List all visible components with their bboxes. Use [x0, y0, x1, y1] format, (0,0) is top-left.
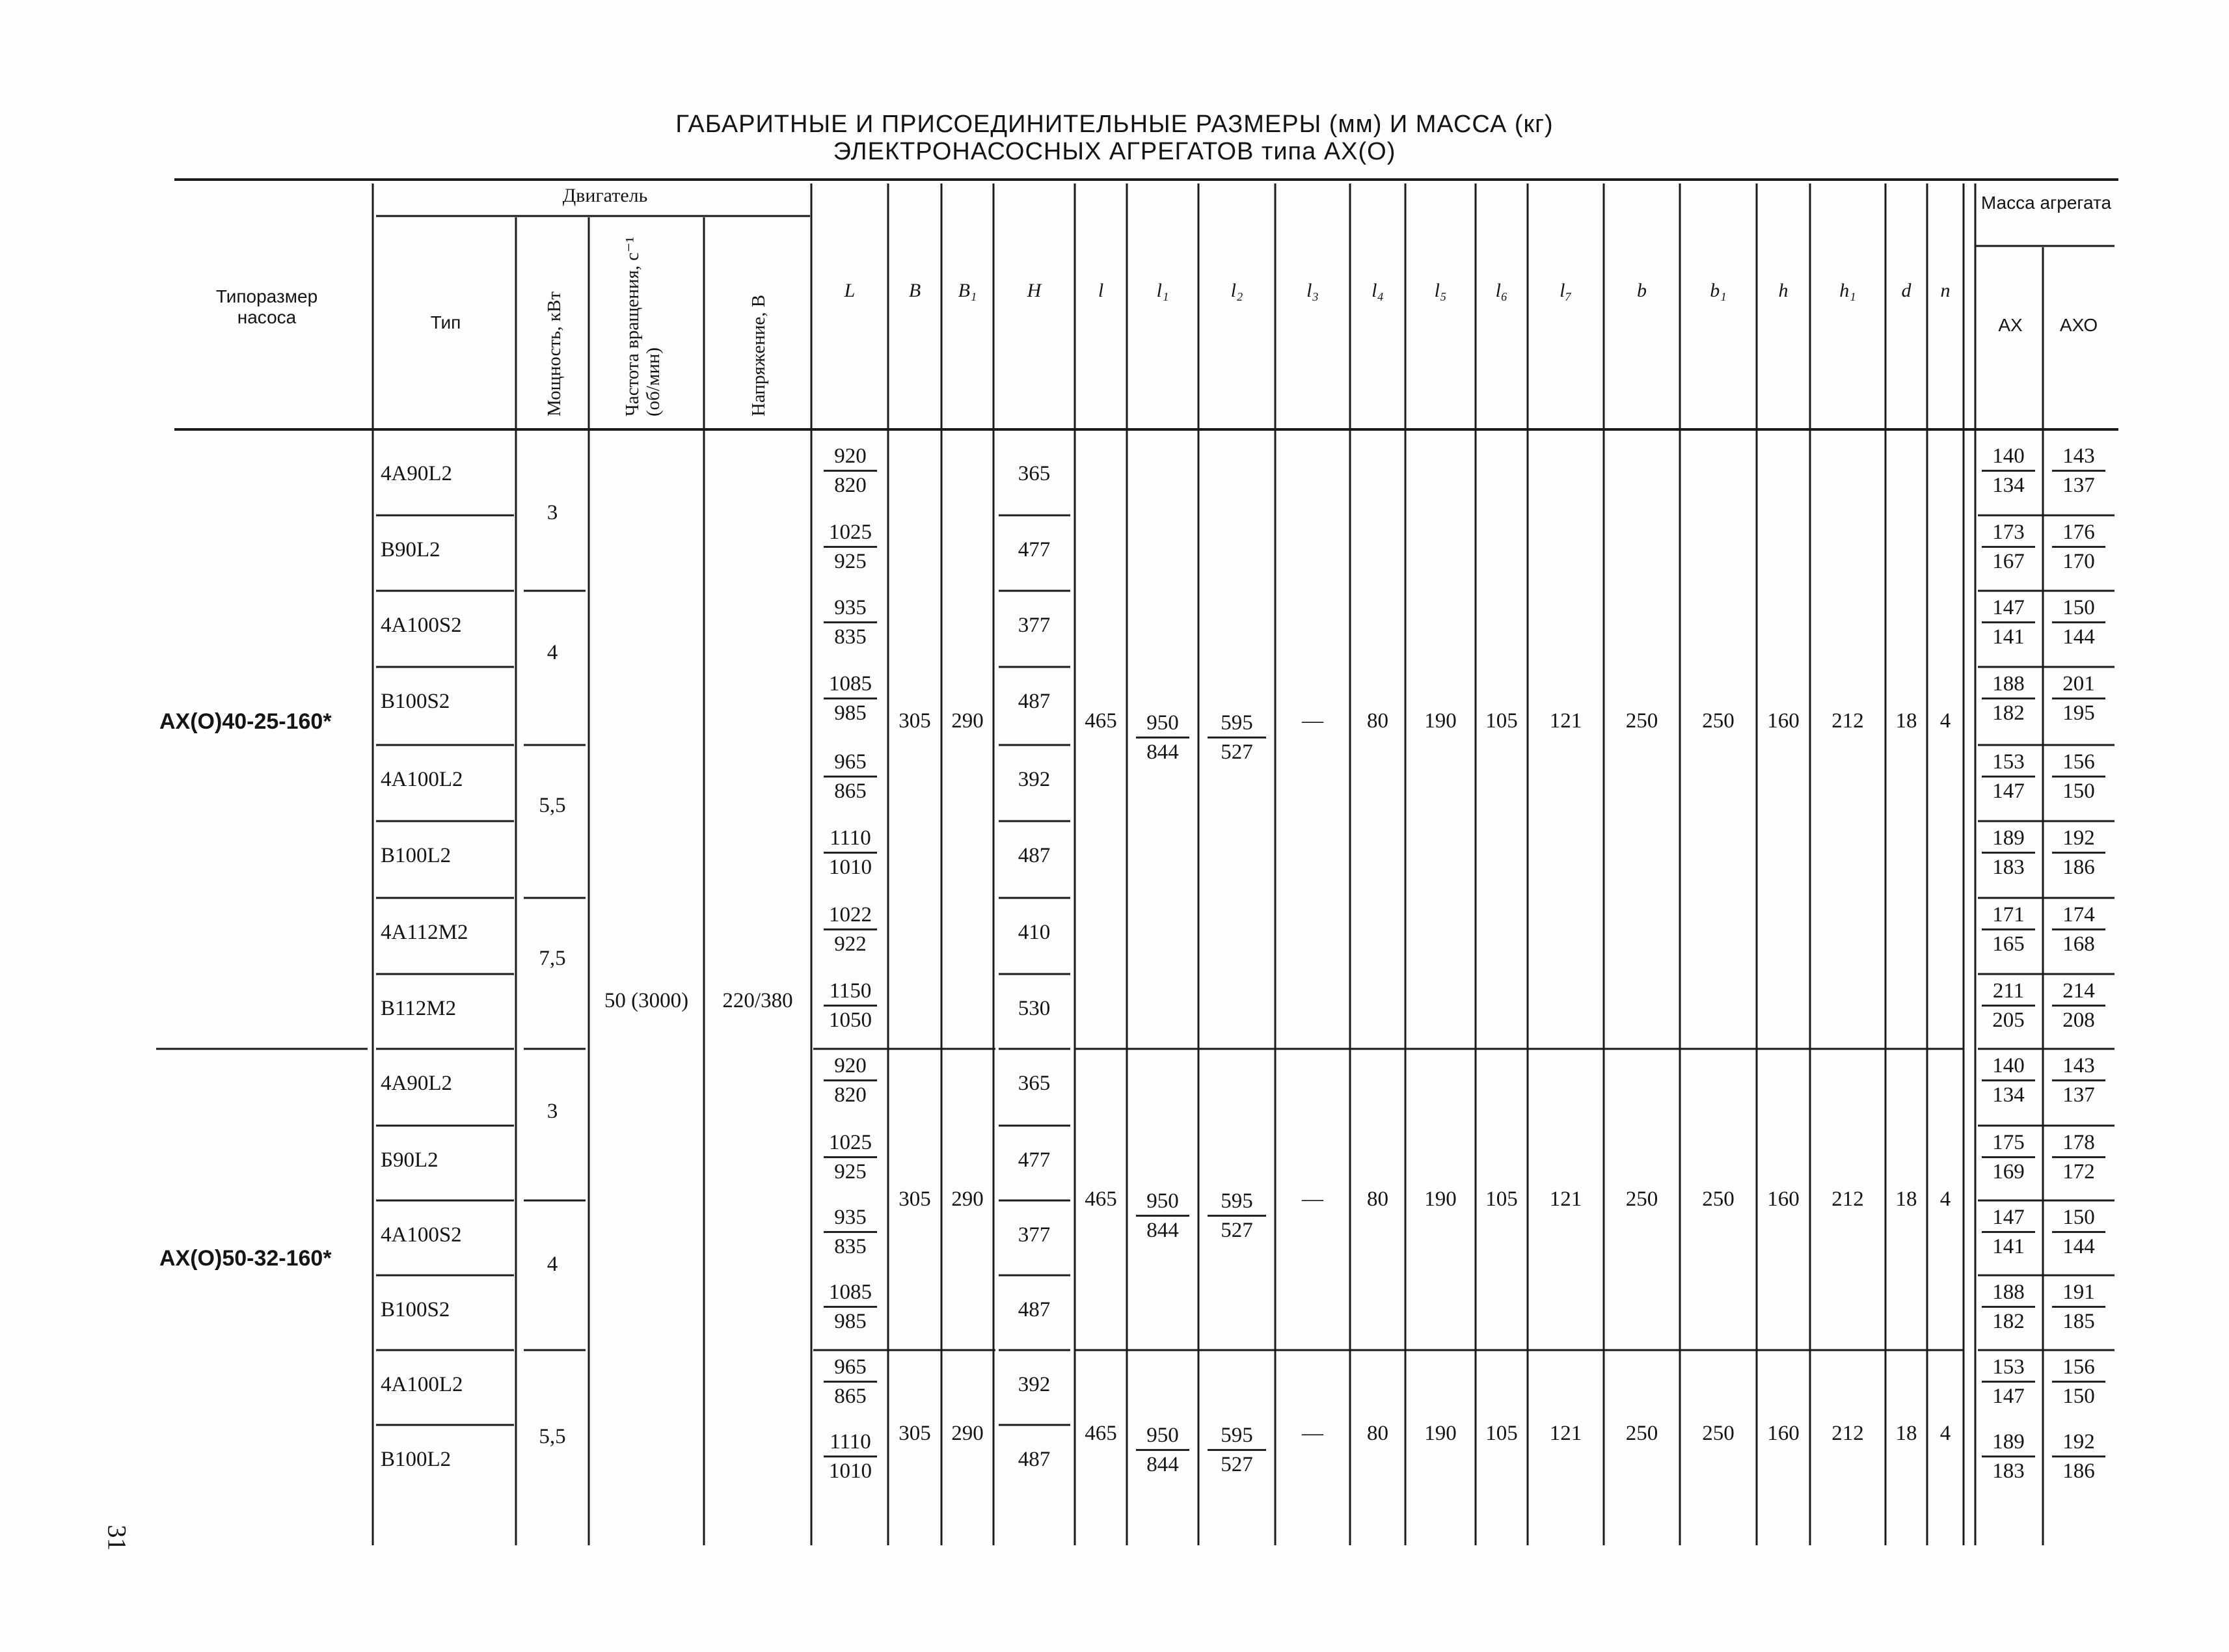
mass-ax-bottom: 134: [1992, 474, 2025, 497]
common-l1-top: 950: [1136, 1422, 1189, 1451]
dim-H: 487: [1018, 1448, 1051, 1471]
common-b1: 250: [1702, 709, 1735, 733]
engine-type: 4А90L2: [381, 462, 452, 485]
mass-ax-bottom: 169: [1992, 1160, 2025, 1184]
common-l2: [1198, 1187, 1275, 1244]
dim-L-bottom: 985: [834, 1310, 867, 1333]
dim-L: [815, 670, 886, 727]
mass-axo: [2043, 1428, 2114, 1485]
common-d: 18: [1895, 1187, 1917, 1211]
header-voltage: Напряжение, В: [748, 294, 769, 416]
dim-L-top: 935: [824, 594, 877, 623]
dim-L-bottom: 835: [834, 625, 867, 649]
mass-axo: [2043, 977, 2114, 1034]
pump-label: АХ(О)40-25-160*: [159, 709, 332, 734]
common-b: 250: [1625, 709, 1658, 733]
mass-ax-bottom: 183: [1992, 1459, 2025, 1483]
common-h1: 212: [1831, 1187, 1864, 1211]
dim-L-bottom: 835: [834, 1235, 867, 1258]
mass-axo-bottom: 186: [2062, 856, 2095, 879]
common-l2-top: 595: [1208, 1187, 1266, 1217]
engine-type: 4А100S2: [381, 1223, 462, 1247]
mass-ax: [1973, 1052, 2044, 1109]
mass-axo: [2043, 519, 2114, 575]
dim-H: 487: [1018, 1298, 1051, 1321]
mass-ax-top: 189: [1982, 824, 2035, 854]
common-n: 4: [1939, 1422, 1951, 1445]
rotation-value: 50 (3000): [604, 989, 689, 1012]
mass-axo-bottom: 137: [2062, 474, 2095, 497]
header-mass: Масса агрегата: [1980, 193, 2112, 213]
dim-L-top: 935: [824, 1204, 877, 1233]
dim-L-top: 965: [824, 1353, 877, 1383]
mass-ax-top: 140: [1982, 442, 2035, 472]
mass-ax-top: 173: [1982, 519, 2035, 548]
dim-L: [815, 1353, 886, 1410]
common-l2-bottom: 527: [1221, 1453, 1253, 1476]
mass-ax-top: 140: [1982, 1052, 2035, 1081]
engine-type: 4А100S2: [381, 614, 462, 637]
mass-axo-bottom: 150: [2062, 779, 2095, 803]
common-l2-top: 595: [1208, 1422, 1266, 1451]
common-l5: 190: [1424, 1187, 1457, 1211]
common-l7: 121: [1549, 1422, 1582, 1445]
dim-L-top: 965: [824, 748, 877, 778]
mass-ax-bottom: 141: [1992, 1235, 2025, 1258]
dim-H: 392: [1018, 1373, 1051, 1396]
dim-L: [815, 594, 886, 651]
mass-ax: [1973, 748, 2044, 805]
common-l1-bottom: 844: [1146, 1219, 1179, 1242]
mass-axo-bottom: 144: [2062, 1235, 2095, 1258]
common-l3: —: [1302, 709, 1323, 733]
mass-ax-bottom: 205: [1992, 1009, 2025, 1032]
dim-L: [815, 1204, 886, 1260]
mass-axo: [2043, 1279, 2114, 1335]
title-line-2: ЭЛЕКТРОНАСОСНЫХ АГРЕГАТОВ типа АХ(О): [833, 138, 1396, 165]
mass-ax-bottom: 141: [1992, 625, 2025, 649]
dim-L-top: 1025: [824, 1129, 877, 1158]
common-l4: 80: [1367, 1187, 1388, 1211]
engine-type: В90L2: [381, 538, 440, 562]
mass-ax-top: 171: [1982, 901, 2035, 930]
mass-ax-bottom: 182: [1992, 1310, 2025, 1333]
common-B1: 290: [951, 1187, 984, 1211]
mass-ax-top: 153: [1982, 748, 2035, 778]
mass-axo-bottom: 137: [2062, 1083, 2095, 1107]
mass-ax-top: 189: [1982, 1428, 2035, 1457]
engine-type: В100L2: [381, 1448, 452, 1471]
header-pump-size: Типоразмер насоса: [215, 286, 318, 327]
mass-axo: [2043, 442, 2114, 499]
header-dim-l6: l₆: [1495, 280, 1508, 301]
dim-H: 392: [1018, 768, 1051, 791]
common-B: 305: [898, 709, 931, 733]
common-l6: 105: [1485, 709, 1518, 733]
mass-ax: [1973, 1428, 2044, 1485]
power-value: 5,5: [539, 794, 566, 817]
common-l4: 80: [1367, 1422, 1388, 1445]
mass-axo-bottom: 170: [2062, 550, 2095, 573]
header-engine: Двигатель: [562, 185, 648, 206]
title-line-1: ГАБАРИТНЫЕ И ПРИСОЕДИНИТЕЛЬНЫЕ РАЗМЕРЫ (мм) И МАССА (кг): [675, 111, 1554, 138]
engine-type: В112М2: [381, 997, 457, 1020]
common-l2: [1198, 709, 1275, 766]
dim-L-top: 920: [824, 1052, 877, 1081]
common-l: 465: [1085, 709, 1117, 733]
dim-L-bottom: 865: [834, 779, 867, 803]
common-h1: 212: [1831, 709, 1864, 733]
common-b: 250: [1625, 1422, 1658, 1445]
dim-L: [815, 1428, 886, 1485]
dim-H: 530: [1018, 997, 1051, 1020]
header-mass-axo: АХО: [2059, 315, 2098, 335]
common-l2: [1198, 1422, 1275, 1478]
header-dim-l3: l₃: [1306, 280, 1319, 301]
dim-H: 487: [1018, 690, 1051, 713]
engine-type: Б90L2: [381, 1148, 439, 1172]
common-h1: 212: [1831, 1422, 1864, 1445]
dim-L-bottom: 1050: [829, 1009, 872, 1032]
dim-H: 377: [1018, 614, 1051, 637]
mass-ax-top: 211: [1982, 977, 2035, 1007]
dim-H: 410: [1018, 921, 1051, 944]
dim-L: [815, 901, 886, 958]
common-l3: —: [1302, 1422, 1323, 1445]
mass-ax: [1973, 1204, 2044, 1260]
header-dim-l7: l₇: [1560, 280, 1572, 301]
mass-ax-top: 153: [1982, 1353, 2035, 1383]
mass-axo-top: 192: [2052, 1428, 2105, 1457]
mass-axo: [2043, 748, 2114, 805]
header-dim-l4: l₄: [1371, 280, 1384, 301]
common-l5: 190: [1424, 709, 1457, 733]
common-l1-top: 950: [1136, 1187, 1189, 1217]
dim-H: 365: [1018, 462, 1051, 485]
common-l: 465: [1085, 1187, 1117, 1211]
mass-ax-bottom: 167: [1992, 550, 2025, 573]
header-dim-n: n: [1940, 280, 1951, 301]
engine-type: 4А112М2: [381, 921, 468, 944]
common-l4: 80: [1367, 709, 1388, 733]
mass-axo: [2043, 1204, 2114, 1260]
mass-axo: [2043, 1052, 2114, 1109]
dim-L-top: 1110: [824, 1428, 877, 1457]
dim-L-top: 1085: [824, 670, 877, 699]
dim-L-bottom: 820: [834, 1083, 867, 1107]
dim-L-top: 1022: [824, 901, 877, 930]
voltage-value: 220/380: [722, 989, 793, 1012]
common-b1: 250: [1702, 1422, 1735, 1445]
common-l3: —: [1302, 1187, 1323, 1211]
mass-ax-top: 188: [1982, 670, 2035, 699]
mass-axo-bottom: 144: [2062, 625, 2095, 649]
header-dim-l2: l₂: [1230, 280, 1243, 301]
mass-axo: [2043, 1129, 2114, 1185]
common-l7: 121: [1549, 709, 1582, 733]
power-value: 7,5: [539, 947, 566, 970]
common-B: 305: [898, 1187, 931, 1211]
engine-type: 4А90L2: [381, 1072, 452, 1095]
mass-ax: [1973, 519, 2044, 575]
power-value: 3: [547, 1100, 558, 1123]
dim-L: [815, 1052, 886, 1109]
header-dim-h1: h₁: [1839, 280, 1856, 301]
dim-L-bottom: 1010: [829, 856, 872, 879]
power-value: 4: [547, 641, 558, 664]
pump-label: АХ(О)50-32-160*: [159, 1246, 332, 1271]
common-B1: 290: [951, 1422, 984, 1445]
mass-ax-top: 188: [1982, 1279, 2035, 1308]
common-l2-bottom: 527: [1221, 740, 1253, 764]
common-n: 4: [1939, 709, 1951, 733]
header-dim-h: h: [1778, 280, 1789, 301]
mass-axo-top: 174: [2052, 901, 2105, 930]
mass-axo-bottom: 150: [2062, 1385, 2095, 1408]
mass-ax: [1973, 670, 2044, 727]
mass-axo: [2043, 594, 2114, 651]
dim-L-bottom: 865: [834, 1385, 867, 1408]
dim-L: [815, 519, 886, 575]
mass-ax: [1973, 594, 2044, 651]
common-b: 250: [1625, 1187, 1658, 1211]
mass-axo-top: 143: [2052, 1052, 2105, 1081]
header-dim-b: b: [1637, 280, 1647, 301]
engine-type: В100S2: [381, 1298, 450, 1321]
engine-type: 4А100L2: [381, 1373, 463, 1396]
dim-H: 477: [1018, 1148, 1051, 1172]
common-l1: [1127, 1422, 1198, 1478]
header-dim-b1: b₁: [1710, 280, 1727, 301]
mass-axo-top: 192: [2052, 824, 2105, 854]
mass-ax-top: 147: [1982, 1204, 2035, 1233]
dim-L: [815, 1279, 886, 1335]
common-l: 465: [1085, 1422, 1117, 1445]
common-l5: 190: [1424, 1422, 1457, 1445]
common-l1-bottom: 844: [1146, 1453, 1179, 1476]
dim-L: [815, 442, 886, 499]
mass-ax: [1973, 977, 2044, 1034]
dim-L-top: 1025: [824, 519, 877, 548]
mass-axo: [2043, 824, 2114, 881]
common-d: 18: [1895, 709, 1917, 733]
mass-ax: [1973, 1129, 2044, 1185]
dim-L-top: 920: [824, 442, 877, 472]
header-dim-H: H: [1027, 280, 1042, 301]
common-B: 305: [898, 1422, 931, 1445]
common-l1-bottom: 844: [1146, 740, 1179, 764]
mass-axo-bottom: 172: [2062, 1160, 2095, 1184]
mass-axo: [2043, 901, 2114, 958]
dim-H: 377: [1018, 1223, 1051, 1247]
engine-type: 4А100L2: [381, 768, 463, 791]
mass-axo-bottom: 208: [2062, 1009, 2095, 1032]
common-l7: 121: [1549, 1187, 1582, 1211]
header-type: Тип: [430, 312, 461, 332]
mass-axo: [2043, 670, 2114, 727]
dim-L-bottom: 925: [834, 550, 867, 573]
mass-ax-bottom: 147: [1992, 779, 2025, 803]
mass-ax: [1973, 901, 2044, 958]
dim-H: 487: [1018, 844, 1051, 867]
dim-L-bottom: 820: [834, 474, 867, 497]
mass-ax: [1973, 824, 2044, 881]
mass-axo-top: 156: [2052, 748, 2105, 778]
mass-axo-bottom: 186: [2062, 1459, 2095, 1483]
header-mass-ax: АХ: [1998, 315, 2023, 335]
dim-H: 365: [1018, 1072, 1051, 1095]
dim-L-top: 1110: [824, 824, 877, 854]
page-number: 31: [102, 1524, 132, 1551]
common-n: 4: [1939, 1187, 1951, 1211]
mass-axo-top: 176: [2052, 519, 2105, 548]
common-l2-top: 595: [1208, 709, 1266, 738]
header-dim-d: d: [1901, 280, 1912, 301]
dim-L: [815, 824, 886, 881]
mass-axo-top: 201: [2052, 670, 2105, 699]
dim-L-bottom: 925: [834, 1160, 867, 1184]
mass-ax-bottom: 183: [1992, 856, 2025, 879]
mass-axo: [2043, 1353, 2114, 1410]
mass-axo-top: 150: [2052, 1204, 2105, 1233]
header-dim-B1: B₁: [958, 280, 977, 301]
common-d: 18: [1895, 1422, 1917, 1445]
mass-ax: [1973, 442, 2044, 499]
header-dim-l1: l₁: [1156, 280, 1169, 301]
header-power: Мощность, кВт: [544, 291, 565, 416]
mass-axo-top: 143: [2052, 442, 2105, 472]
mass-axo-top: 214: [2052, 977, 2105, 1007]
common-l1: [1127, 1187, 1198, 1244]
common-B1: 290: [951, 709, 984, 733]
mass-axo-bottom: 195: [2062, 701, 2095, 725]
power-value: 5,5: [539, 1425, 566, 1448]
mass-axo-top: 150: [2052, 594, 2105, 623]
common-l6: 105: [1485, 1187, 1518, 1211]
mass-ax-bottom: 182: [1992, 701, 2025, 725]
common-l1: [1127, 709, 1198, 766]
dim-L: [815, 748, 886, 805]
common-h: 160: [1767, 709, 1800, 733]
mass-ax-bottom: 165: [1992, 932, 2025, 956]
mass-ax-bottom: 134: [1992, 1083, 2025, 1107]
mass-ax-bottom: 147: [1992, 1385, 2025, 1408]
mass-axo-bottom: 168: [2062, 932, 2095, 956]
common-h: 160: [1767, 1422, 1800, 1445]
dim-H: 477: [1018, 538, 1051, 562]
dim-L-bottom: 922: [834, 932, 867, 956]
common-h: 160: [1767, 1187, 1800, 1211]
mass-axo-bottom: 185: [2062, 1310, 2095, 1333]
dim-L: [815, 1129, 886, 1185]
mass-ax-top: 147: [1982, 594, 2035, 623]
common-l2-bottom: 527: [1221, 1219, 1253, 1242]
dim-L-bottom: 1010: [829, 1459, 872, 1483]
common-l6: 105: [1485, 1422, 1518, 1445]
dim-L-bottom: 985: [834, 701, 867, 725]
dim-L: [815, 977, 886, 1034]
header-dim-l: l: [1098, 280, 1104, 301]
mass-ax: [1973, 1353, 2044, 1410]
mass-axo-top: 178: [2052, 1129, 2105, 1158]
power-value: 3: [547, 501, 558, 524]
engine-type: В100L2: [381, 844, 452, 867]
header-rotation: Частота вращения, с⁻¹ (об/мин): [622, 236, 664, 416]
header-dim-L: L: [844, 280, 856, 301]
common-b1: 250: [1702, 1187, 1735, 1211]
power-value: 4: [547, 1253, 558, 1276]
common-l1-top: 950: [1136, 709, 1189, 738]
engine-type: В100S2: [381, 690, 450, 713]
mass-axo-top: 156: [2052, 1353, 2105, 1383]
mass-axo-top: 191: [2052, 1279, 2105, 1308]
dim-L-top: 1150: [824, 977, 877, 1007]
header-dim-B: B: [908, 280, 921, 301]
dim-L-top: 1085: [824, 1279, 877, 1308]
mass-ax: [1973, 1279, 2044, 1335]
mass-ax-top: 175: [1982, 1129, 2035, 1158]
header-dim-l5: l₅: [1434, 280, 1447, 301]
